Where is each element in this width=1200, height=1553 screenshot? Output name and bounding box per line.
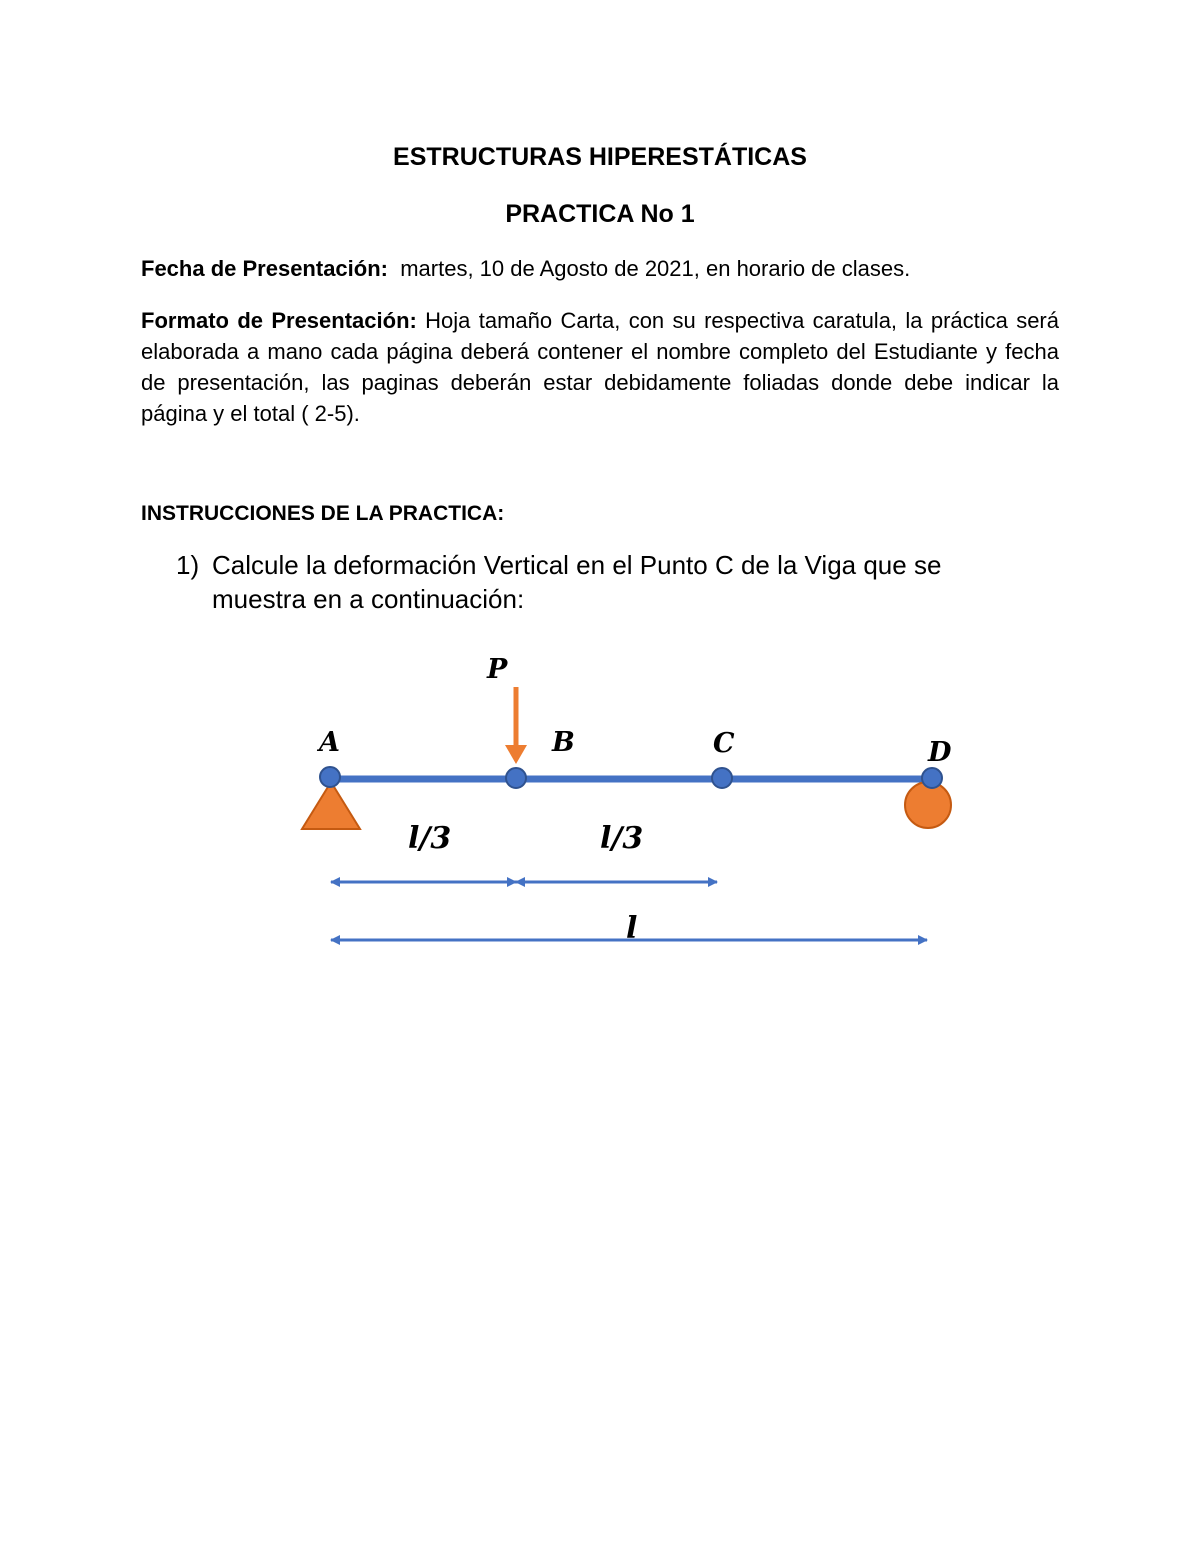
presentation-date-value: martes, 10 de Agosto de 2021, en horario de clases. — [400, 256, 911, 281]
question-text: Calcule la deformación Vertical en el Punto C de la Viga que se muestra en a continuación: — [212, 550, 942, 614]
load-arrow — [505, 687, 527, 764]
pin-support-icon — [302, 782, 360, 829]
point-label-a: A — [319, 727, 340, 758]
question-number: 1) — [176, 550, 200, 580]
document-title: ESTRUCTURAS HIPERESTÁTICAS — [393, 143, 807, 171]
presentation-format-label: Formato de Presentación: — [141, 308, 417, 333]
roller-support-icon — [905, 782, 951, 828]
dimension-label-total: l — [626, 911, 638, 946]
dimension-label-bc: l/3 — [600, 821, 644, 856]
node-c — [712, 768, 732, 788]
practice-title: PRACTICA No 1 — [505, 200, 695, 228]
point-label-d: D — [928, 737, 952, 768]
presentation-date-label: Fecha de Presentación: — [141, 256, 388, 281]
point-label-b: B — [552, 727, 575, 758]
load-label: P — [487, 654, 508, 685]
instructions-heading: INSTRUCCIONES DE LA PRACTICA: — [141, 502, 505, 525]
node-a — [320, 767, 340, 787]
presentation-format-value: Hoja tamaño Carta, con su respectiva caratula, la práctica será elaborada a mano cada página deberá contener el nombre completo del Estudiante y fecha de presentación, las paginas deberán estar debidamente foliadas donde debe indicar la página y el total ( 2-5). — [141, 308, 1059, 426]
dimension-label-ab: l/3 — [408, 821, 452, 856]
node-b — [506, 768, 526, 788]
node-d — [922, 768, 942, 788]
point-label-c: C — [713, 728, 735, 759]
